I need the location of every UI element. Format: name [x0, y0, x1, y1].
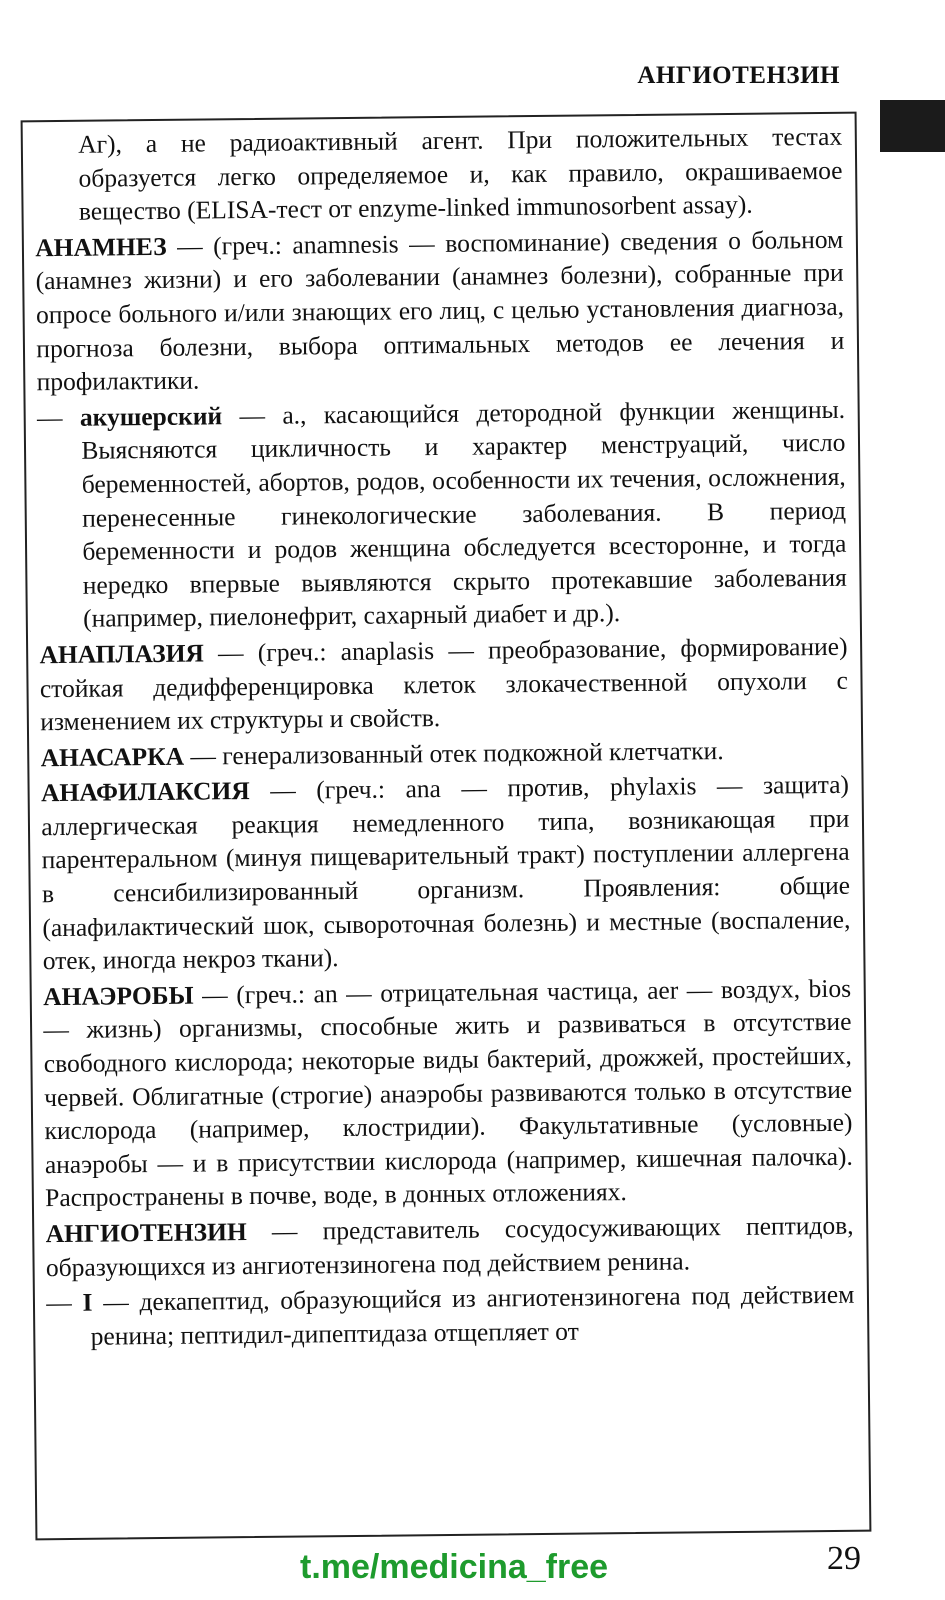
definition: — (греч.: anamnesis — воспоминание) сведения о больном (анамнез жизни) и его заболевании (анамнез болезни), собранные при опросе больного и/или знающих его лиц, с целью установления диагноза, прогноза болезни, выбора оптимальных методов ее лечения и профилактики. [35, 224, 845, 397]
definition: — (греч.: ana — против, phylaxis — защита) аллергическая реакция немедленного типа, возникающая при парентеральном (минуя пищеварительный тракт) поступлении аллергена в сенсибилизированный организм. Проявления: общие (анафилактический шок, сывороточная болезнь) и местные (воспаление, отек, иногда некроз ткани). [41, 770, 851, 976]
page-number: 29 [827, 1540, 861, 1577]
dash: — [46, 1287, 83, 1318]
running-head: АНГИОТЕНЗИН [637, 62, 840, 89]
headword: АНАМНЕЗ [35, 231, 167, 263]
entry-anamnez [35, 223, 845, 399]
entry-anaeroby [43, 972, 853, 1216]
entry-anasarka [40, 732, 848, 774]
subheadword: I [82, 1287, 93, 1317]
headword: АНГИОТЕНЗИН [45, 1217, 247, 1249]
thumb-index-tab [880, 100, 945, 152]
definition: — (греч.: an — отрицательная частица, aer — воздух, bios — жизнь) организмы, способные жить и развиваться в отсутствие свободного кислорода; некоторые виды бактерий, дрожжей, простейших, червей. Облигатные (строгие) анаэробы развиваются только в отсутствие кислорода (например, клостридии). Факультативные (условные) анаэробы — и в присутствии кислорода (например, кишечная палочка). Распространены в почве, воде, в донных отложениях. [43, 973, 853, 1213]
entry-anafilaksiya [41, 768, 851, 978]
headword: АНАСАРКА [40, 741, 185, 772]
dictionary-text [34, 120, 855, 1356]
definition: — декапептид, образующийся из ангиотензиногена под действием ренина; пептидил-дипептидаза отщепляет от [90, 1279, 855, 1351]
continuation-paragraph: Аг), а не радиоактивный агент. При положительных тестах образуется легко определяемое и, как правило, окрашиваемое вещество (ELISA-тест от enzyme-linked immunosorbent assay). [78, 121, 843, 226]
subentry-angiotenzin-i [46, 1278, 855, 1354]
headword: АНАЭРОБЫ [42, 980, 194, 1012]
headword: АНАПЛАЗИЯ [39, 638, 205, 670]
entry-angiotenzin [45, 1209, 854, 1285]
subheadword: акушерский [79, 401, 223, 432]
definition: — генерализованный отек подкожной клетчатки. [183, 735, 724, 771]
subentry-akusherskiy [37, 393, 847, 637]
headword: АНАФИЛАКСИЯ [40, 776, 250, 808]
telegram-link[interactable]: t.me/medicina_free [300, 1548, 609, 1586]
definition: — представитель сосудосуживающих пептидов, образующихся из ангиотензиногена под действием ренина. [45, 1210, 854, 1282]
definition: — а., касающийся детородной функции женщины. Выясняются цикличность и характер менструаций, число беременностей, абортов, родов, особенности их течения, осложнения, перенесенные гинекологические заболевания. В период беременности и родов женщина обследуется всесторонне, и тогда нередко впервые выявляются скрыто протекавшие заболевания (например, пиелонефрит, сахарный диабет и др.). [81, 394, 847, 634]
definition: — (греч.: anaplasis — преобразование, формирование) стойкая дедифференцировка клеток злокачественной опухоли с изменением их структуры и свойств. [39, 631, 848, 737]
dash: — [36, 402, 81, 432]
entry-anaplaziya [39, 630, 848, 739]
